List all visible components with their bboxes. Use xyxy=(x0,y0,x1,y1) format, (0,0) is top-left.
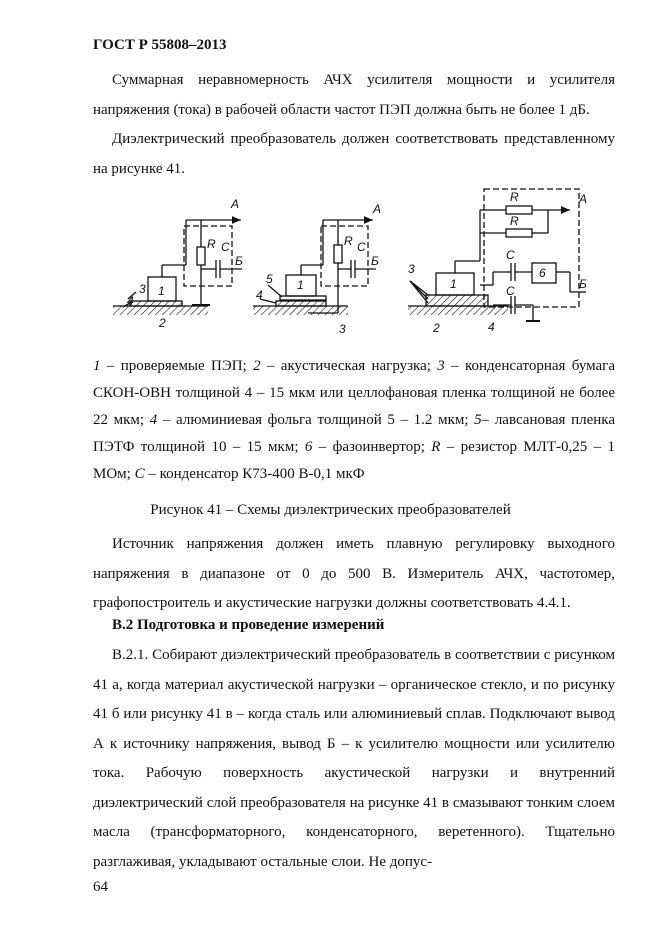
svg-text:3: 3 xyxy=(408,262,415,276)
legend-num: 1 xyxy=(93,358,101,374)
svg-text:4: 4 xyxy=(127,294,134,308)
svg-text:1: 1 xyxy=(297,278,304,292)
svg-text:2: 2 xyxy=(159,316,166,330)
svg-text:1: 1 xyxy=(450,277,457,291)
svg-text:А: А xyxy=(579,192,588,206)
svg-text:C: C xyxy=(506,284,515,298)
svg-text:Б: Б xyxy=(235,254,243,268)
schematic-v xyxy=(408,189,586,321)
legend-text: – алюминиевая фольга толщиной 5 – 1.2 мкм; xyxy=(157,412,475,428)
svg-text:Б: Б xyxy=(579,277,587,291)
document-header: ГОСТ Р 55808–2013 xyxy=(93,37,227,53)
svg-text:3: 3 xyxy=(339,322,346,336)
section-heading: В.2 Подготовка и проведение измерений xyxy=(112,617,385,633)
legend-text: – резистор МЛТ-0,25 – 1 МОм; xyxy=(93,439,616,482)
body-paragraph-4: В.2.1. Собирают диэлектрический преобразователь в соответствии с рисунком 41 а, когда материал акустической нагрузки – органическое стекло, и по рисунку 41 б или рисунку 41 в – когда сталь или алюминиевый сплав. Подключают вывод А к источнику напряжения, вывод Б – к усилителю мощности или усилителю тока. Рабочую поверхность акустической нагрузки и внутренний диэлектрический слой преобразователя на рисунке 41 в смазывают тонким слоем масла (трансформаторного, конденсаторного, веретенного). Тщательно разглаживая, укладывают остальные слои. Не допус- xyxy=(93,647,615,870)
svg-text:C: C xyxy=(221,240,230,254)
svg-text:C: C xyxy=(357,240,366,254)
legend-num: 5 xyxy=(474,412,482,428)
svg-text:3: 3 xyxy=(139,282,146,296)
figure-legend xyxy=(93,353,615,488)
legend-text: – лавсановая пленка ПЭТФ толщиной 10 – 15 мкм; xyxy=(93,412,615,455)
intro-paragraph-2: Диэлектрический преобразователь должен соответствовать представленному на рисунке 41. xyxy=(93,131,615,177)
legend-text: – конденсатор К73-400 В-0,1 мкФ xyxy=(144,466,365,482)
svg-text:C: C xyxy=(506,248,515,262)
svg-text:1: 1 xyxy=(158,284,165,298)
legend-num: 4 xyxy=(149,412,158,428)
schematic-b xyxy=(253,220,376,315)
legend-num: 3 xyxy=(437,358,445,374)
legend-text: – конденсаторная бумага СКОН-ОВН толщиной 4 – 15 мкм или целлофановая пленка толщиной не более 22 мкм; xyxy=(93,358,615,428)
body-paragraph-3: Источник напряжения должен иметь плавную регулировку выходного напряжения в диапазоне от 0 до 500 В. Измеритель АЧХ, частотомер, графопостроитель и акустические нагрузки должны соответствовать 4.4.1. xyxy=(93,536,615,611)
legend-num: C xyxy=(134,466,145,482)
intro-paragraph-1: Суммарная неравномерность АЧХ усилителя мощности и усилителя напряжения (тока) в рабочей области частот ПЭП должна быть не более 1 дБ. xyxy=(93,72,615,118)
legend-text: – акустическая нагрузка; xyxy=(260,358,438,374)
legend-num: 2 xyxy=(253,358,261,374)
svg-text:R: R xyxy=(510,214,519,228)
figure-41-schematics xyxy=(108,185,608,345)
legend-text: – проверяемые ПЭП; xyxy=(100,358,254,374)
svg-text:А: А xyxy=(231,197,240,211)
legend-num: R xyxy=(431,439,441,455)
legend-text: – фазоинвертор; xyxy=(312,439,432,455)
svg-text:4: 4 xyxy=(488,320,495,334)
legend-num: 6 xyxy=(304,439,313,455)
svg-text:R: R xyxy=(207,237,216,251)
svg-text:5: 5 xyxy=(266,272,273,286)
svg-text:R: R xyxy=(344,234,353,248)
figure-title: Рисунок 41 – Схемы диэлектрических преобразователей xyxy=(150,502,511,518)
page-number: 64 xyxy=(93,879,108,895)
svg-text:6: 6 xyxy=(539,266,546,280)
svg-text:Б: Б xyxy=(371,254,379,268)
svg-text:А: А xyxy=(373,202,382,216)
svg-text:4: 4 xyxy=(256,288,263,302)
svg-text:R: R xyxy=(510,190,519,204)
svg-text:2: 2 xyxy=(433,321,440,335)
